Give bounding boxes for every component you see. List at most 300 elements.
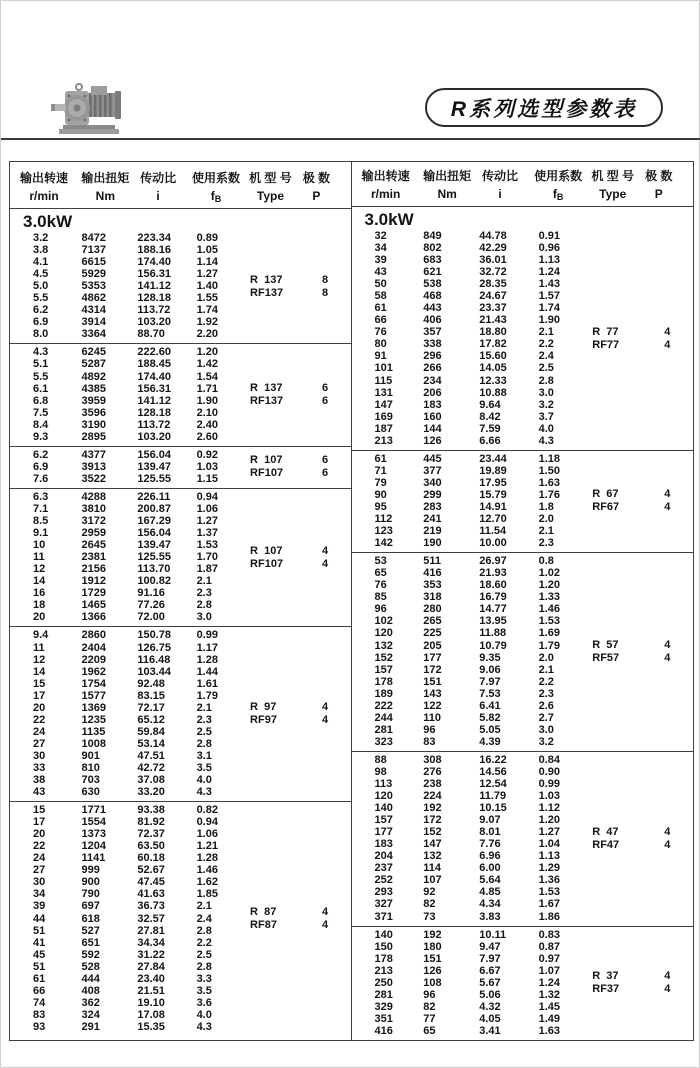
model-type-line <box>592 983 691 996</box>
service-factor-value: 1.28 <box>196 653 218 666</box>
model-type-block <box>250 274 349 300</box>
output-speed-value: 157 <box>374 663 393 676</box>
ratio-value: 77.26 <box>137 599 165 612</box>
output-torque-value: 1554 <box>81 816 106 829</box>
table-row <box>352 411 694 423</box>
service-factor-value: 1.54 <box>196 370 218 383</box>
service-factor-value: 1.17 <box>196 641 218 654</box>
table-row <box>352 579 694 591</box>
output-speed-value: 34 <box>33 888 46 901</box>
ratio-value: 188.45 <box>137 358 171 371</box>
ratio-value: 10.88 <box>479 386 507 399</box>
model-name: R 37 <box>592 970 619 983</box>
output-speed-value: 15 <box>33 677 46 690</box>
model-type-line <box>250 454 349 467</box>
service-factor-value: 0.91 <box>538 229 561 242</box>
table-row <box>10 1009 351 1021</box>
output-speed-value: 101 <box>374 362 393 375</box>
output-torque-value: 205 <box>423 639 442 652</box>
table-row <box>10 371 351 383</box>
table-row <box>352 802 694 814</box>
column-header-label: 传动比 <box>482 169 519 184</box>
table-row <box>352 778 694 790</box>
table-row <box>352 700 694 712</box>
service-factor-value: 2.0 <box>538 513 554 526</box>
ratio-value: 63.50 <box>137 840 165 853</box>
table-row <box>352 230 694 242</box>
output-speed-value: 96 <box>374 603 387 616</box>
service-factor-value: 1.32 <box>538 988 561 1001</box>
output-speed-value: 45 <box>33 948 46 961</box>
column-header <box>352 167 420 202</box>
ratio-value: 4.05 <box>479 1012 501 1025</box>
table-row <box>352 627 694 639</box>
output-torque-value: 6245 <box>81 346 106 359</box>
output-speed-value: 24 <box>33 852 46 865</box>
output-torque-value: 1366 <box>81 611 106 624</box>
table-row <box>352 724 694 736</box>
service-factor-value: 0.89 <box>196 232 218 244</box>
model-type-line <box>250 701 349 714</box>
table-row <box>10 997 351 1009</box>
gear-unit-group <box>352 552 694 751</box>
ratio-value: 72.17 <box>137 701 165 714</box>
output-torque-value: 3959 <box>81 394 106 407</box>
model-type-line <box>250 906 349 919</box>
table-row <box>352 567 694 579</box>
service-factor-value: 1.20 <box>538 814 561 827</box>
ratio-value: 156.04 <box>137 527 171 540</box>
model-type-block <box>592 488 691 514</box>
output-torque-value: 3364 <box>81 328 106 341</box>
output-speed-value: 371 <box>374 910 393 923</box>
service-factor-value: 2.2 <box>196 936 212 949</box>
output-speed-value: 5.5 <box>33 292 49 305</box>
output-torque-value: 234 <box>423 374 442 387</box>
output-speed-value: 5.5 <box>33 370 49 383</box>
gear-unit-group <box>352 228 694 450</box>
service-factor-value: 1.02 <box>538 567 561 580</box>
ratio-value: 27.81 <box>137 924 165 937</box>
output-speed-value: 189 <box>374 687 393 700</box>
ratio-value: 17.95 <box>479 476 507 489</box>
output-speed-value: 93 <box>33 1020 46 1033</box>
column-header-unit: Nm <box>95 188 115 203</box>
service-factor-value: 1.05 <box>196 244 218 257</box>
ratio-value: 15.35 <box>137 1020 165 1033</box>
ratio-value: 7.59 <box>479 422 501 435</box>
output-speed-value: 293 <box>374 886 393 899</box>
column-header-unit-subscript: B <box>556 192 564 203</box>
model-name: RF77 <box>592 338 620 351</box>
service-factor-value: 2.1 <box>538 326 554 339</box>
output-speed-value: 98 <box>374 765 387 778</box>
output-torque-value: 4314 <box>81 304 106 317</box>
table-row <box>352 862 694 874</box>
service-factor-value: 2.5 <box>196 948 212 961</box>
output-torque-value: 790 <box>81 888 100 901</box>
output-torque-value: 65 <box>423 1024 436 1037</box>
output-torque-value: 3596 <box>81 406 106 419</box>
output-speed-value: 152 <box>374 651 393 664</box>
output-speed-value: 58 <box>374 290 387 303</box>
output-speed-value: 142 <box>374 537 393 550</box>
output-torque-value: 445 <box>423 452 442 465</box>
output-speed-value: 113 <box>374 778 393 791</box>
column-header-label: 极 数 <box>302 170 331 185</box>
table-row <box>352 1013 694 1025</box>
output-torque-value: 511 <box>423 555 441 568</box>
output-torque-value: 122 <box>423 699 442 712</box>
ratio-value: 200.87 <box>137 502 171 515</box>
service-factor-value: 2.5 <box>196 725 212 738</box>
output-torque-value: 338 <box>423 338 442 351</box>
ratio-value: 103.20 <box>137 430 171 443</box>
table-row <box>10 750 351 762</box>
output-speed-value: 53 <box>374 555 387 568</box>
model-type-line <box>250 382 349 395</box>
column-header-label: 机 型 号 <box>591 169 635 184</box>
service-factor-value: 1.06 <box>196 502 218 515</box>
output-speed-value: 95 <box>374 500 387 513</box>
ratio-value: 16.79 <box>479 591 507 604</box>
service-factor-value: 1.46 <box>196 864 218 877</box>
output-speed-value: 120 <box>374 790 393 803</box>
gear-unit-group <box>352 751 694 926</box>
output-torque-value: 83 <box>423 735 436 748</box>
output-torque-value: 592 <box>81 948 100 961</box>
output-speed-value: 83 <box>33 1008 46 1021</box>
table-row <box>352 929 694 941</box>
service-factor-value: 1.07 <box>538 964 561 977</box>
ratio-value: 9.06 <box>479 663 501 676</box>
model-name: R 137 <box>250 273 283 286</box>
output-torque-value: 152 <box>423 826 442 839</box>
ratio-value: 12.54 <box>479 778 507 791</box>
service-factor-value: 1.33 <box>538 591 561 604</box>
service-factor-value: 0.92 <box>196 448 218 461</box>
ratio-value: 53.14 <box>137 737 165 750</box>
service-factor-value: 2.4 <box>538 350 554 363</box>
table-row <box>352 242 694 254</box>
service-factor-value: 1.76 <box>538 488 561 501</box>
output-torque-value: 324 <box>81 1008 100 1021</box>
output-speed-value: 61 <box>33 972 46 985</box>
service-factor-value: 2.10 <box>196 406 218 419</box>
model-name: R 67 <box>592 488 619 501</box>
ratio-value: 28.35 <box>479 278 507 291</box>
output-speed-value: 66 <box>33 984 46 997</box>
model-type-block <box>250 382 349 408</box>
output-torque-value: 849 <box>423 229 442 242</box>
service-factor-value: 0.96 <box>538 242 561 254</box>
output-speed-value: 102 <box>374 615 393 628</box>
output-speed-value: 79 <box>374 476 387 489</box>
column-header <box>184 169 249 204</box>
ratio-value: 156.31 <box>137 382 171 395</box>
ratio-value: 14.56 <box>479 765 507 778</box>
ratio-value: 6.00 <box>479 862 501 875</box>
table-row <box>10 515 351 527</box>
ratio-value: 128.18 <box>137 292 171 305</box>
service-factor-value: 2.1 <box>196 701 212 714</box>
service-factor-value: 1.24 <box>538 266 561 279</box>
ratio-value: 5.67 <box>479 976 501 989</box>
table-row <box>352 435 694 447</box>
output-speed-value: 132 <box>374 639 393 652</box>
ratio-value: 41.63 <box>137 888 165 901</box>
output-speed-value: 91 <box>374 350 387 363</box>
output-speed-value: 147 <box>374 398 393 411</box>
ratio-value: 7.53 <box>479 687 501 700</box>
service-factor-value: 2.60 <box>196 430 218 443</box>
model-name: RF137 <box>250 395 284 408</box>
pole-count: 8 <box>322 273 329 286</box>
output-torque-value: 172 <box>423 663 442 676</box>
service-factor-value: 2.40 <box>196 418 218 431</box>
service-factor-value: 3.3 <box>196 972 212 985</box>
service-factor-value: 4.0 <box>196 1008 212 1021</box>
selection-parameter-table <box>9 161 694 1041</box>
table-row <box>352 423 694 435</box>
service-factor-value: 1.18 <box>538 452 561 465</box>
output-torque-value: 225 <box>423 627 442 640</box>
output-speed-value: 327 <box>374 898 393 911</box>
output-speed-value: 71 <box>374 464 387 477</box>
table-row <box>352 1001 694 1013</box>
output-torque-value: 538 <box>423 278 442 291</box>
table-row <box>352 362 694 374</box>
table-row <box>352 266 694 278</box>
table-row <box>352 254 694 266</box>
column-header-unit: r/min <box>29 188 59 203</box>
model-type-block <box>592 826 691 852</box>
table-row <box>352 766 694 778</box>
model-type-line <box>592 639 691 652</box>
output-torque-value: 108 <box>423 976 442 989</box>
output-speed-value: 76 <box>374 326 387 339</box>
ratio-value: 17.08 <box>137 1008 165 1021</box>
service-factor-value: 1.46 <box>538 603 561 616</box>
table-row <box>10 316 351 328</box>
output-torque-value: 4892 <box>81 370 106 383</box>
output-torque-value: 126 <box>423 964 442 977</box>
table-row <box>352 387 694 399</box>
output-torque-value: 177 <box>423 651 442 664</box>
ratio-value: 60.18 <box>137 852 165 865</box>
ratio-value: 4.85 <box>479 886 501 899</box>
output-torque-value: 340 <box>423 476 442 489</box>
ratio-value: 3.83 <box>479 910 501 923</box>
table-row <box>10 816 351 828</box>
output-speed-value: 39 <box>374 254 387 267</box>
table-row <box>10 575 351 587</box>
output-torque-value: 7137 <box>81 244 106 257</box>
service-factor-value: 1.85 <box>196 888 218 901</box>
output-torque-value: 528 <box>81 960 100 973</box>
service-factor-value: 3.2 <box>538 398 554 411</box>
table-row <box>10 774 351 786</box>
service-factor-value: 1.49 <box>538 1012 561 1025</box>
ratio-value: 150.78 <box>137 629 171 642</box>
model-name: RF107 <box>250 557 284 570</box>
service-factor-value: 4.3 <box>196 786 212 799</box>
ratio-value: 174.40 <box>137 256 171 269</box>
output-torque-value: 1912 <box>81 575 106 588</box>
model-name: R 137 <box>250 382 283 395</box>
table-row <box>352 712 694 724</box>
service-factor-value: 1.27 <box>196 268 218 281</box>
output-speed-value: 8.5 <box>33 515 49 528</box>
table-row <box>352 886 694 898</box>
table-row <box>352 850 694 862</box>
ratio-value: 18.60 <box>479 579 507 592</box>
output-torque-value: 132 <box>423 850 442 863</box>
service-factor-value: 1.04 <box>538 838 561 851</box>
service-factor-value: 1.70 <box>196 551 218 564</box>
pole-count: 4 <box>664 338 671 351</box>
output-speed-value: 177 <box>374 826 393 839</box>
output-speed-value: 10 <box>33 539 46 552</box>
output-torque-value: 1962 <box>81 665 106 678</box>
output-torque-value: 683 <box>423 254 442 267</box>
service-factor-value: 2.8 <box>196 960 212 973</box>
pole-count: 4 <box>664 325 671 338</box>
pole-count: 4 <box>322 906 329 919</box>
output-torque-value: 151 <box>423 675 442 688</box>
output-torque-value: 1141 <box>81 852 106 865</box>
table-row <box>352 754 694 766</box>
ratio-value: 4.32 <box>479 1000 501 1013</box>
column-header <box>78 169 132 204</box>
table-row <box>10 961 351 973</box>
output-speed-value: 9.1 <box>33 527 49 540</box>
output-torque-value: 357 <box>423 326 442 339</box>
ratio-value: 47.45 <box>137 876 165 889</box>
pole-count: 4 <box>322 701 329 714</box>
model-name: RF137 <box>250 286 284 299</box>
service-factor-value: 0.84 <box>538 753 561 766</box>
output-torque-value: 96 <box>423 723 436 736</box>
output-torque-value: 73 <box>423 910 436 923</box>
header-divider-rule <box>1 138 700 140</box>
table-row <box>352 314 694 326</box>
ratio-value: 6.67 <box>479 964 501 977</box>
column-header-unit: fB <box>210 188 222 204</box>
service-factor-value: 2.3 <box>196 713 212 726</box>
service-factor-value: 2.8 <box>538 374 554 387</box>
table-row <box>352 688 694 700</box>
service-factor-value: 0.87 <box>538 940 561 953</box>
service-factor-value: 2.8 <box>196 737 212 750</box>
service-factor-value: 1.24 <box>538 976 561 989</box>
output-torque-value: 107 <box>423 874 442 887</box>
table-row <box>10 491 351 503</box>
model-type-block <box>250 454 349 480</box>
ratio-value: 24.67 <box>479 290 507 303</box>
table-row <box>10 888 351 900</box>
service-factor-value: 1.69 <box>538 627 561 640</box>
output-speed-value: 24 <box>33 725 46 738</box>
table-row <box>352 477 694 489</box>
output-speed-value: 39 <box>33 900 46 913</box>
column-header-label: 机 型 号 <box>249 170 292 185</box>
service-factor-value: 1.50 <box>538 464 561 477</box>
output-speed-value: 85 <box>374 591 387 604</box>
column-header <box>10 169 78 204</box>
output-torque-value: 443 <box>423 302 442 315</box>
service-factor-value: 1.61 <box>196 677 218 690</box>
pole-count: 4 <box>664 970 671 983</box>
model-name: RF107 <box>250 467 284 480</box>
output-speed-value: 6.8 <box>33 394 49 407</box>
service-factor-value: 1.28 <box>196 852 218 865</box>
output-torque-value: 444 <box>81 972 100 985</box>
ratio-value: 37.08 <box>137 774 165 787</box>
output-speed-value: 169 <box>374 410 393 423</box>
table-row <box>352 898 694 910</box>
service-factor-value: 2.1 <box>538 663 554 676</box>
table-row <box>10 642 351 654</box>
service-factor-value: 1.62 <box>196 876 218 889</box>
output-speed-value: 222 <box>374 699 393 712</box>
output-torque-value: 160 <box>423 410 442 423</box>
output-torque-value: 192 <box>423 928 442 941</box>
series-title-badge <box>425 88 663 127</box>
model-type-line <box>592 652 691 665</box>
ratio-value: 93.38 <box>137 804 165 817</box>
column-header-unit: i <box>156 188 160 203</box>
service-factor-value: 3.7 <box>538 410 554 423</box>
column-header-unit-subscript: B <box>214 193 222 204</box>
ratio-value: 5.06 <box>479 988 501 1001</box>
output-torque-value: 1754 <box>81 677 106 690</box>
output-torque-value: 5929 <box>81 268 106 281</box>
output-speed-value: 6.3 <box>33 490 49 503</box>
output-torque-value: 1204 <box>81 840 106 853</box>
table-row <box>352 874 694 886</box>
output-torque-value: 527 <box>81 924 100 937</box>
table-row <box>10 244 351 256</box>
output-torque-value: 183 <box>423 398 442 411</box>
ratio-value: 156.04 <box>137 448 171 461</box>
output-speed-value: 11 <box>33 551 45 564</box>
ratio-value: 5.64 <box>479 874 501 887</box>
output-speed-value: 7.5 <box>33 406 49 419</box>
column-header-label: 输出转速 <box>20 170 69 185</box>
ratio-value: 10.00 <box>479 537 507 550</box>
ratio-value: 125.55 <box>137 551 171 564</box>
output-speed-value: 9.3 <box>33 430 49 443</box>
service-factor-value: 2.3 <box>538 687 554 700</box>
table-row <box>352 676 694 688</box>
service-factor-value: 1.29 <box>538 862 561 875</box>
output-torque-value: 96 <box>423 988 436 1001</box>
service-factor-value: 1.71 <box>196 382 218 395</box>
output-speed-value: 6.9 <box>33 316 49 329</box>
output-speed-value: 66 <box>374 314 387 327</box>
service-factor-value: 2.7 <box>538 711 554 724</box>
column-header <box>591 167 635 202</box>
service-factor-value: 2.6 <box>538 699 554 712</box>
output-speed-value: 281 <box>374 988 393 1001</box>
output-torque-value: 241 <box>423 513 442 526</box>
output-torque-value: 353 <box>423 579 442 592</box>
output-speed-value: 4.1 <box>33 256 49 269</box>
column-header <box>635 167 683 202</box>
ratio-value: 23.44 <box>479 452 507 465</box>
ratio-value: 15.79 <box>479 488 507 501</box>
